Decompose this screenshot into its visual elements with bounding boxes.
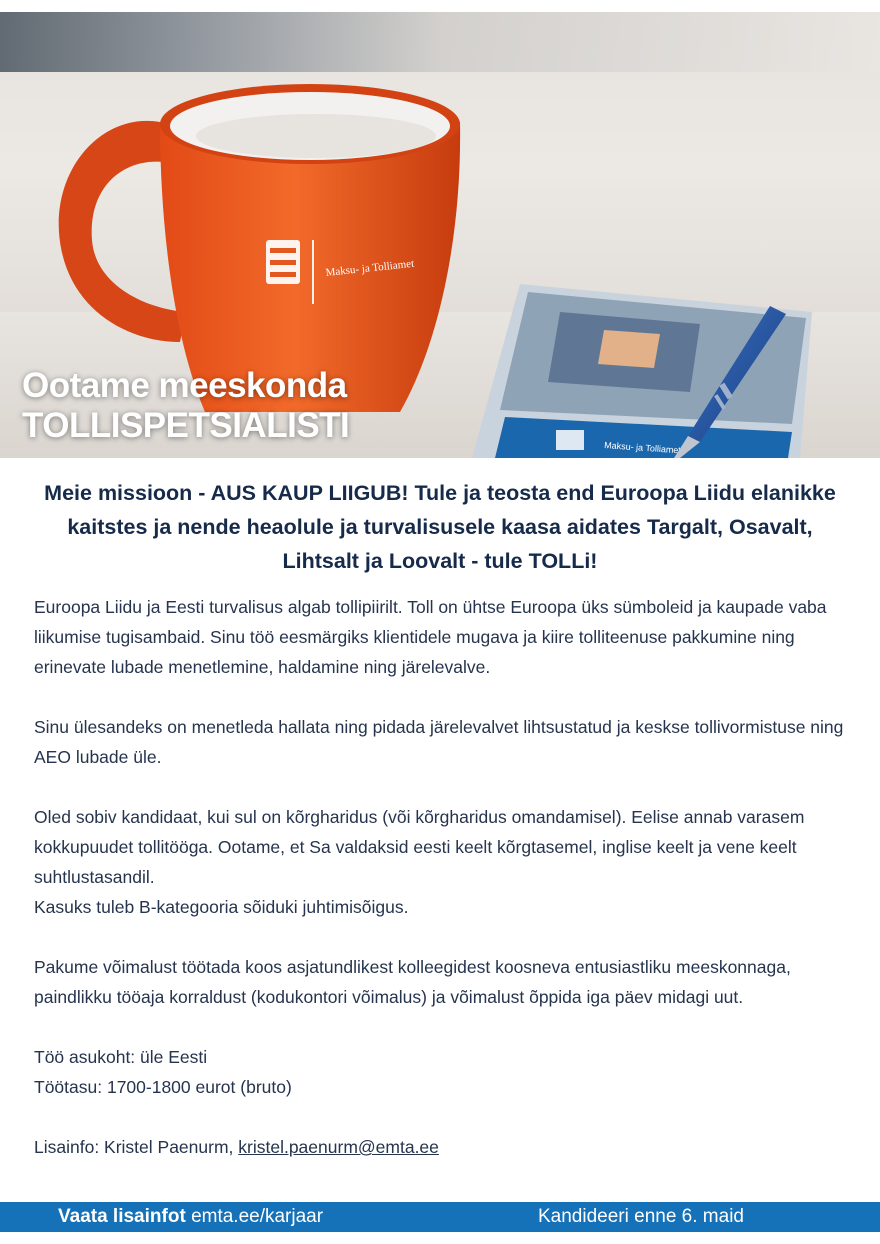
salary: Töötasu: 1700-1800 eurot (bruto) — [34, 1077, 292, 1097]
contact-email-link[interactable]: kristel.paenurm@emta.ee — [238, 1137, 439, 1157]
notebook-brand-text: Maksu- ja Tolliamet — [603, 440, 682, 456]
notebook — [472, 284, 812, 458]
more-info[interactable] — [58, 1202, 323, 1232]
more-info-url: emta.ee/karjaar — [191, 1206, 324, 1227]
hero-headline — [22, 366, 349, 446]
hero-title-line1: Ootame meeskonda — [22, 366, 347, 405]
contact-prefix: Lisainfo: Kristel Paenurm, — [34, 1137, 239, 1157]
contact-line — [34, 1132, 846, 1162]
mug-brand-text: Maksu- ja Tolliamet — [325, 257, 415, 279]
mug — [59, 84, 460, 412]
mission-statement: Meie missioon - AUS KAUP LIIGUB! Tule ja teosta end Euroopa Liidu elanikke kaitstes ja nende heaolule ja turvalisusele kaasa aidates Targalt, Osavalt, Lihtsalt ja Loovalt - tule TOLLi! — [44, 481, 836, 573]
work-location: Töö asukoht: üle Eesti — [34, 1047, 208, 1067]
duties-paragraph: Sinu ülesandeks on menetleda hallata ning pidada järelevalvet lihtsustatud ja keskse tollivormistuse ning AEO lubade üle. — [34, 717, 844, 767]
job-description — [34, 592, 846, 1162]
application-deadline: Kandideeri enne 6. maid — [538, 1206, 744, 1227]
license-note: Kasuks tuleb B-kategooria sõiduki juhtimisõigus. — [34, 897, 409, 917]
more-info-label: Vaata lisainfot — [58, 1206, 186, 1227]
footer-bar — [0, 1202, 880, 1232]
hero-image — [0, 12, 880, 458]
hero-title-line2: TOLLISPETSIALISTI — [22, 406, 350, 445]
offer-paragraph: Pakume võimalust töötada koos asjatundlikest kolleegidest koosneva entusiastliku meeskonnaga, paindlikku tööaja korraldust (kodukontori võimalus) ja võimalust õppida iga päev midagi uut. — [34, 957, 791, 1007]
intro-paragraph: Euroopa Liidu ja Eesti turvalisus algab tollipiirilt. Toll on ühtse Euroopa üks sümboleid ja kaupade vaba liikumise tugisambaid. Sinu töö eesmärgiks klientidele mugava ja kiire tolliteenuse pakkumine ning erinevate lubade menetlemine, haldamine ning järelevalve. — [34, 597, 827, 677]
requirements-paragraph: Oled sobiv kandidaat, kui sul on kõrgharidus (või kõrgharidus omandamisel). Eelise annab varasem kokkupuudet tollitööga. Ootame, et Sa valdaksid eesti keelt kõrgtasemel, inglise keelt ja vene keelt suhtlustasandil. — [34, 807, 805, 887]
